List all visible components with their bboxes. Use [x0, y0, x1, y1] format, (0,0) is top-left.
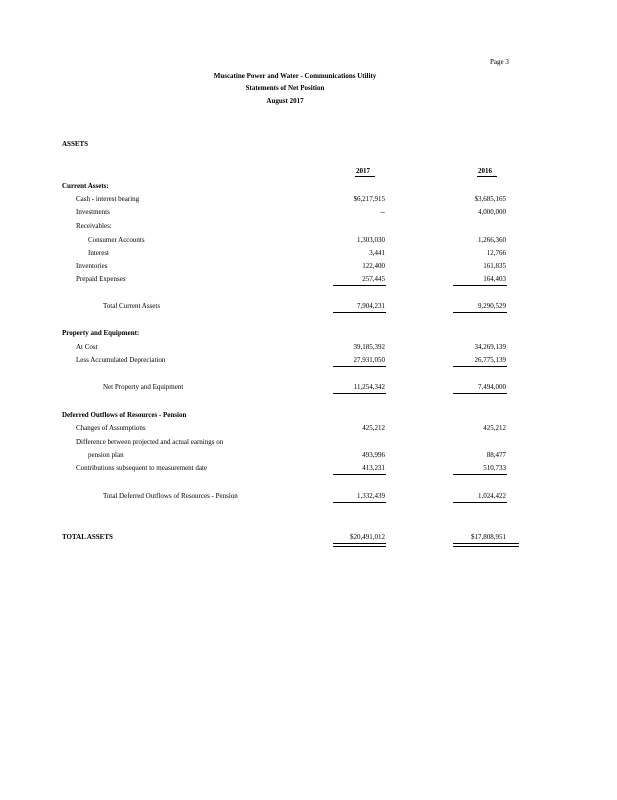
- inventories-2016: 161,835: [483, 262, 506, 270]
- cash-2017: $6,217,915: [353, 195, 385, 203]
- investments-label: Investments: [76, 208, 110, 216]
- net-property-rule-2017: [333, 393, 386, 394]
- investments-2017: --: [380, 208, 385, 216]
- at-cost-label: At Cost: [76, 343, 98, 351]
- total-deferred-outflows-2017: 1,332,439: [357, 492, 385, 500]
- net-property-rule-2016: [453, 393, 507, 394]
- total-rule-2016: [453, 312, 507, 313]
- report-title-line-3: August 2017: [266, 97, 304, 105]
- depreciation-label: Less Accumulated Depreciation: [76, 356, 166, 364]
- net-property-label: Net Property and Equipment: [103, 383, 184, 391]
- subtotal-rule-2017: [333, 285, 386, 286]
- receivables-label: Receivables:: [76, 222, 112, 230]
- cash-2016: $3,685,165: [474, 195, 506, 203]
- report-title-line-2: Statements of Net Position: [245, 84, 325, 92]
- column-header-2016-underline: [477, 176, 497, 177]
- property-subtotal-rule-2016: [453, 366, 507, 367]
- column-header-2017-underline: [355, 176, 375, 177]
- consumer-accounts-2017: 1,303,030: [357, 236, 385, 244]
- total-assets-2016: $17,808,951: [471, 533, 506, 541]
- prepaid-expenses-label: Prepaid Expenses: [76, 275, 126, 283]
- difference-earnings-label: Difference between projected and actual earnings on: [76, 438, 224, 446]
- cash-label: Cash - interest bearing: [76, 195, 140, 203]
- deferred-total-rule-2017: [333, 502, 386, 503]
- inventories-2017: 122,400: [362, 262, 385, 270]
- inventories-label: Inventories: [76, 262, 108, 270]
- deferred-total-rule-2016: [453, 502, 507, 503]
- property-heading: Property and Equipment:: [62, 329, 140, 337]
- consumer-accounts-label: Consumer Accounts: [88, 236, 145, 244]
- property-subtotal-rule-2017: [333, 366, 386, 367]
- total-assets-2017: $20,491,012: [350, 533, 385, 541]
- net-property-2017: 11,254,342: [353, 383, 385, 391]
- changes-of-assumptions-2017: 425,212: [362, 424, 385, 432]
- deferred-subtotal-rule-2017: [333, 474, 386, 475]
- total-deferred-outflows-label: Total Deferred Outflows of Resources - Pension: [103, 492, 238, 500]
- difference-earnings-2017: 493,996: [362, 451, 385, 459]
- at-cost-2016: 34,269,139: [474, 343, 506, 351]
- interest-label: Interest: [88, 249, 109, 257]
- depreciation-2016: 26,775,139: [474, 356, 506, 364]
- current-assets-heading: Current Assets:: [62, 182, 109, 190]
- changes-of-assumptions-label: Changes of Assumptions: [76, 424, 146, 432]
- total-current-assets-2016: 9,290,529: [478, 302, 506, 310]
- page-number: Page 3: [490, 58, 509, 66]
- column-header-2016: 2016: [478, 167, 492, 175]
- deferred-subtotal-rule-2016: [453, 474, 507, 475]
- depreciation-2017: 27,931,050: [353, 356, 385, 364]
- consumer-accounts-2016: 1,266,360: [478, 236, 506, 244]
- contributions-2016: 510,733: [483, 464, 506, 472]
- interest-2017: 3,441: [369, 249, 385, 257]
- changes-of-assumptions-2016: 425,212: [483, 424, 506, 432]
- total-deferred-outflows-2016: 1,024,422: [478, 492, 506, 500]
- contributions-2017: 413,231: [362, 464, 385, 472]
- report-title-line-1: Muscatine Power and Water - Communications Utility: [213, 72, 377, 80]
- prepaid-expenses-2016: 164,403: [483, 275, 506, 283]
- grand-total-double-rule-2016: [453, 543, 519, 547]
- section-title-assets: ASSETS: [62, 140, 89, 148]
- grand-total-double-rule-2017: [333, 543, 386, 547]
- interest-2016: 12,766: [486, 249, 506, 257]
- net-property-2016: 7,494,000: [478, 383, 506, 391]
- total-rule-2017: [333, 312, 386, 313]
- total-assets-label: TOTAL ASSETS: [62, 533, 113, 541]
- pension-plan-label: pension plan: [88, 451, 124, 459]
- subtotal-rule-2016: [453, 285, 507, 286]
- investments-2016: 4,000,000: [478, 208, 506, 216]
- total-current-assets-2017: 7,904,231: [357, 302, 385, 310]
- deferred-outflows-heading: Deferred Outflows of Resources - Pension: [62, 411, 187, 419]
- difference-earnings-2016: 88,477: [486, 451, 506, 459]
- column-header-2017: 2017: [356, 167, 370, 175]
- total-current-assets-label: Total Current Assets: [103, 302, 161, 310]
- prepaid-expenses-2017: 257,445: [362, 275, 385, 283]
- contributions-label: Contributions subsequent to measurement date: [76, 464, 208, 472]
- at-cost-2017: 39,185,392: [353, 343, 385, 351]
